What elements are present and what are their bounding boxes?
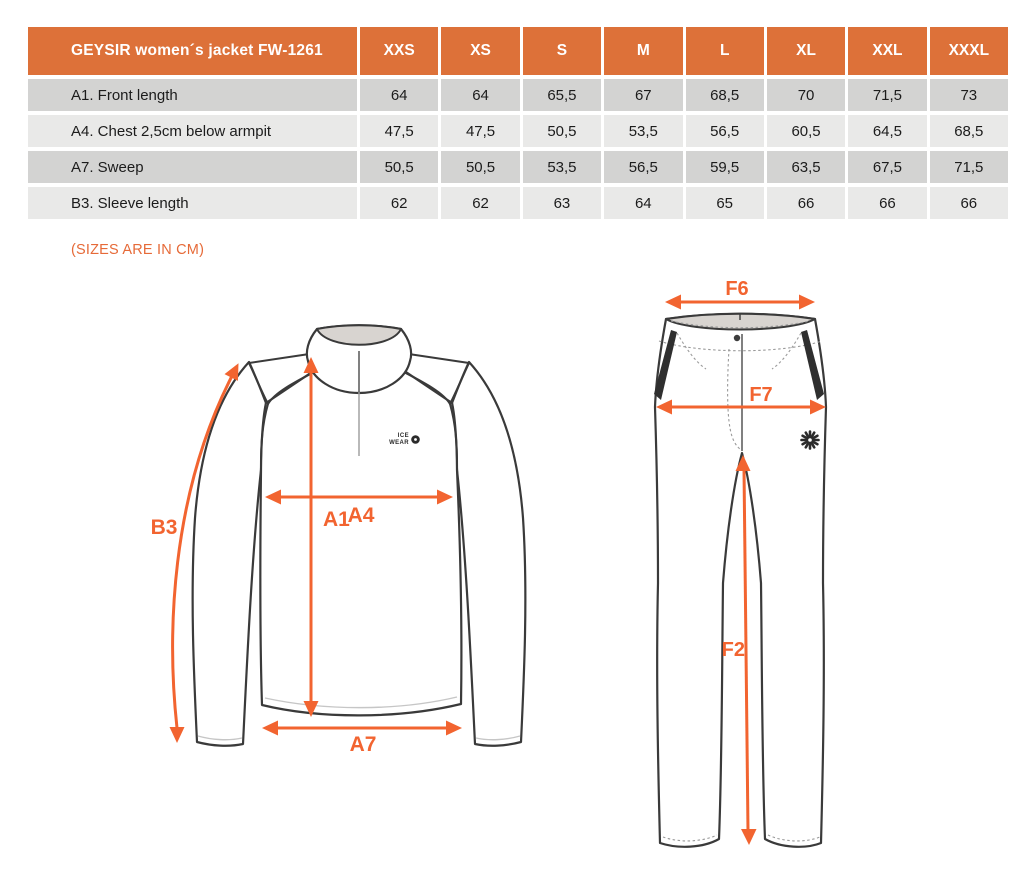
size-header-m: M [604,27,682,75]
table-value: 47,5 [360,115,438,147]
size-table [28,27,1008,219]
logo-text-wear: WEAR [389,440,409,446]
pants-button [734,335,740,341]
jacket-right-sleeve [452,362,525,746]
table-value: 64 [604,187,682,219]
table-value: 50,5 [441,151,519,183]
table-value: 66 [930,187,1008,219]
table-value: 50,5 [360,151,438,183]
pants-drawing [654,278,826,847]
table-value: 66 [848,187,926,219]
measure-label-f2: F2 [721,639,745,661]
row-label-sleeve-length: B3. Sleeve length [28,187,357,219]
table-value: 68,5 [686,79,764,111]
table-value: 64,5 [848,115,926,147]
table-value: 67 [604,79,682,111]
table-value: 67,5 [848,151,926,183]
size-header-xxxl: XXXL [930,27,1008,75]
row-label-sweep: A7. Sweep [28,151,357,183]
pants-body [655,314,826,847]
row-label-front-length: A1. Front length [28,79,357,111]
table-value: 64 [360,79,438,111]
table-value: 71,5 [848,79,926,111]
measurement-diagram [0,270,1034,891]
table-value: 70 [767,79,845,111]
row-label-chest: A4. Chest 2,5cm below armpit [28,115,357,147]
table-value: 66 [767,187,845,219]
size-header-xs: XS [441,27,519,75]
size-header-l: L [686,27,764,75]
table-value: 62 [441,187,519,219]
table-value: 62 [360,187,438,219]
table-title: GEYSIR women´s jacket FW-1261 [28,27,357,75]
table-value: 56,5 [604,151,682,183]
measure-label-a1: A1 [323,508,350,531]
table-value: 63,5 [767,151,845,183]
table-value: 65,5 [523,79,601,111]
table-value: 53,5 [523,151,601,183]
size-header-xl: XL [767,27,845,75]
table-value: 50,5 [523,115,601,147]
size-header-xxs: XXS [360,27,438,75]
table-value: 73 [930,79,1008,111]
gear-icon-center [414,438,417,441]
measure-label-a7: A7 [349,733,377,756]
table-value: 53,5 [604,115,682,147]
jacket-body [260,352,461,715]
measure-label-f7: F7 [749,384,773,406]
table-value: 63 [523,187,601,219]
jacket-drawing [151,325,526,756]
measure-label-a4: A4 [347,504,375,527]
table-value: 64 [441,79,519,111]
measure-label-b3: B3 [150,516,178,539]
table-value: 47,5 [441,115,519,147]
table-value: 65 [686,187,764,219]
measure-label-f6: F6 [725,278,749,300]
size-header-xxl: XXL [848,27,926,75]
jacket-left-sleeve [193,362,266,746]
table-value: 68,5 [930,115,1008,147]
table-value: 56,5 [686,115,764,147]
size-header-s: S [523,27,601,75]
table-value: 59,5 [686,151,764,183]
table-value: 60,5 [767,115,845,147]
table-value: 71,5 [930,151,1008,183]
logo-text-ice: ICE [397,433,409,439]
sizes-in-cm-caption: (SIZES ARE IN CM) [71,242,205,258]
